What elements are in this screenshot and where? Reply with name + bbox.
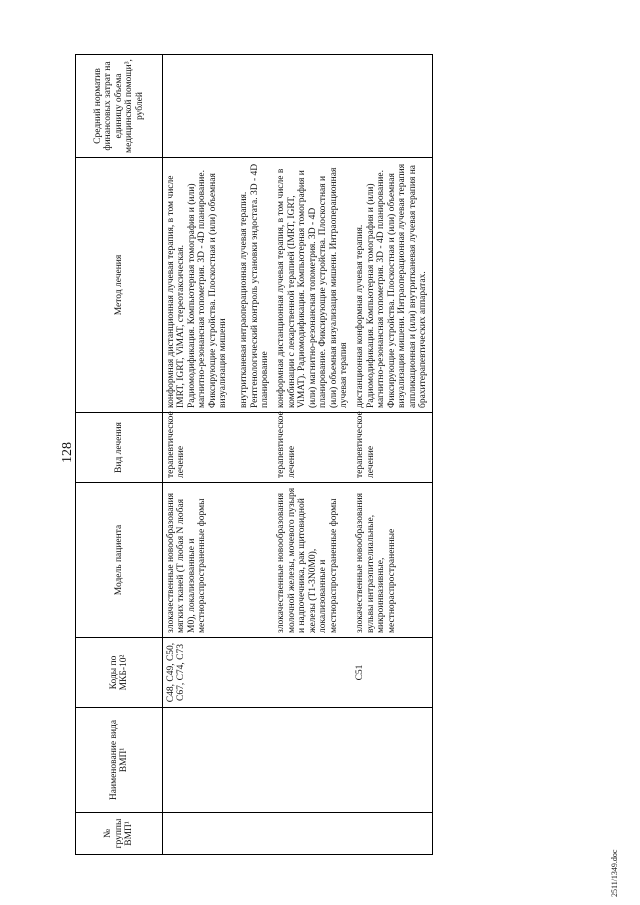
header-treatment-method: Метод лечения: [76, 158, 163, 413]
header-group-number: № группы ВМП¹: [76, 813, 163, 855]
cell-codes: C51: [352, 638, 432, 708]
cell-group: [163, 813, 274, 855]
cell-name: [352, 708, 432, 813]
header-icd-codes: Коды по МКБ-10²: [76, 638, 163, 708]
cell-treatment: терапевтическое лечение: [273, 413, 352, 483]
cell-patient: злокачественные новообразования молочной железы, мочевого пузыря и надпочечника, рак щитовидной железы (T1-3N0M0), локализованные и местнораспространенные формы: [273, 483, 352, 638]
cell-cost: [352, 55, 432, 158]
cell-group: [273, 813, 352, 855]
header-average-cost: Средний норматив финансовых затрат на единицу объема медицинской помощи³, рублей: [76, 55, 163, 158]
table-row: [273, 55, 352, 855]
cell-codes: [273, 638, 352, 708]
cell-name: [273, 708, 352, 813]
page-number: 128: [60, 442, 75, 463]
cell-codes: C48, C49, C50, C67, C74, C73: [163, 638, 274, 708]
cell-treatment: терапевтическое лечение: [163, 413, 274, 483]
header-vmp-name: Наименование вида ВМП¹: [76, 708, 163, 813]
document-id: 2511/1349.doc: [610, 849, 619, 897]
cell-method: конформная дистанционная лучевая терапия, в том числе в комбинации с лекарственной терапией (IMRT, IGRT, ViMAT). Радиомодификация. Компьютерная томография и (или) магнитно-резонансная топометрия. 3D - 4D планирование. Фиксирующие устройства. Плоскостная и (или) объемная визуализация мишени. Интраоперационная лучевая терапия: [273, 158, 352, 413]
cell-group: [352, 813, 432, 855]
cell-method: конформная дистанционная лучевая терапия, в том числе IMRT, IGRT, ViMAT, стереотаксическая. Радиомодификация. Компьютерная томография и (или) магнитно-резонансная топометрия. 3D - 4D планирование. Фиксирующие устройства. Плоскостная и (или) объемная визуализация мишени внутритканевая интраоперационная лучевая терапия. Рентгенологический контроль установки эндостата. 3D - 4D планирование: [163, 158, 274, 413]
header-treatment-type: Вид лечения: [76, 413, 163, 483]
header-patient-model: Модель пациента: [76, 483, 163, 638]
table-row: [352, 55, 432, 855]
cell-patient: злокачественные новообразования вульвы интраэпителиальные, микроинвазивные, местнораспространенные: [352, 483, 432, 638]
table-header-row: [76, 55, 163, 855]
vmp-table: [75, 54, 433, 855]
table-row: [163, 55, 274, 855]
cell-cost: [163, 55, 274, 158]
cell-patient: злокачественные новообразования мягких тканей (T любая N любая M0), локализованные и местнораспространенные формы: [163, 483, 274, 638]
cell-treatment: терапевтическое лечение: [352, 413, 432, 483]
cell-cost: [273, 55, 352, 158]
cell-name: [163, 708, 274, 813]
cell-method: дистанционная конформная лучевая терапия. Радиомодификация. Компьютерная томография и (или) магнитно-резонансная топометрия. 3D - 4D планирование. Фиксирующие устройства. Плоскостная и (или) объемная визуализация мишени. Интраоперационная лучевая терапия аппликационная и (или) внутритканевая лучевая терапия на брахитерапевтических аппаратах.: [352, 158, 432, 413]
